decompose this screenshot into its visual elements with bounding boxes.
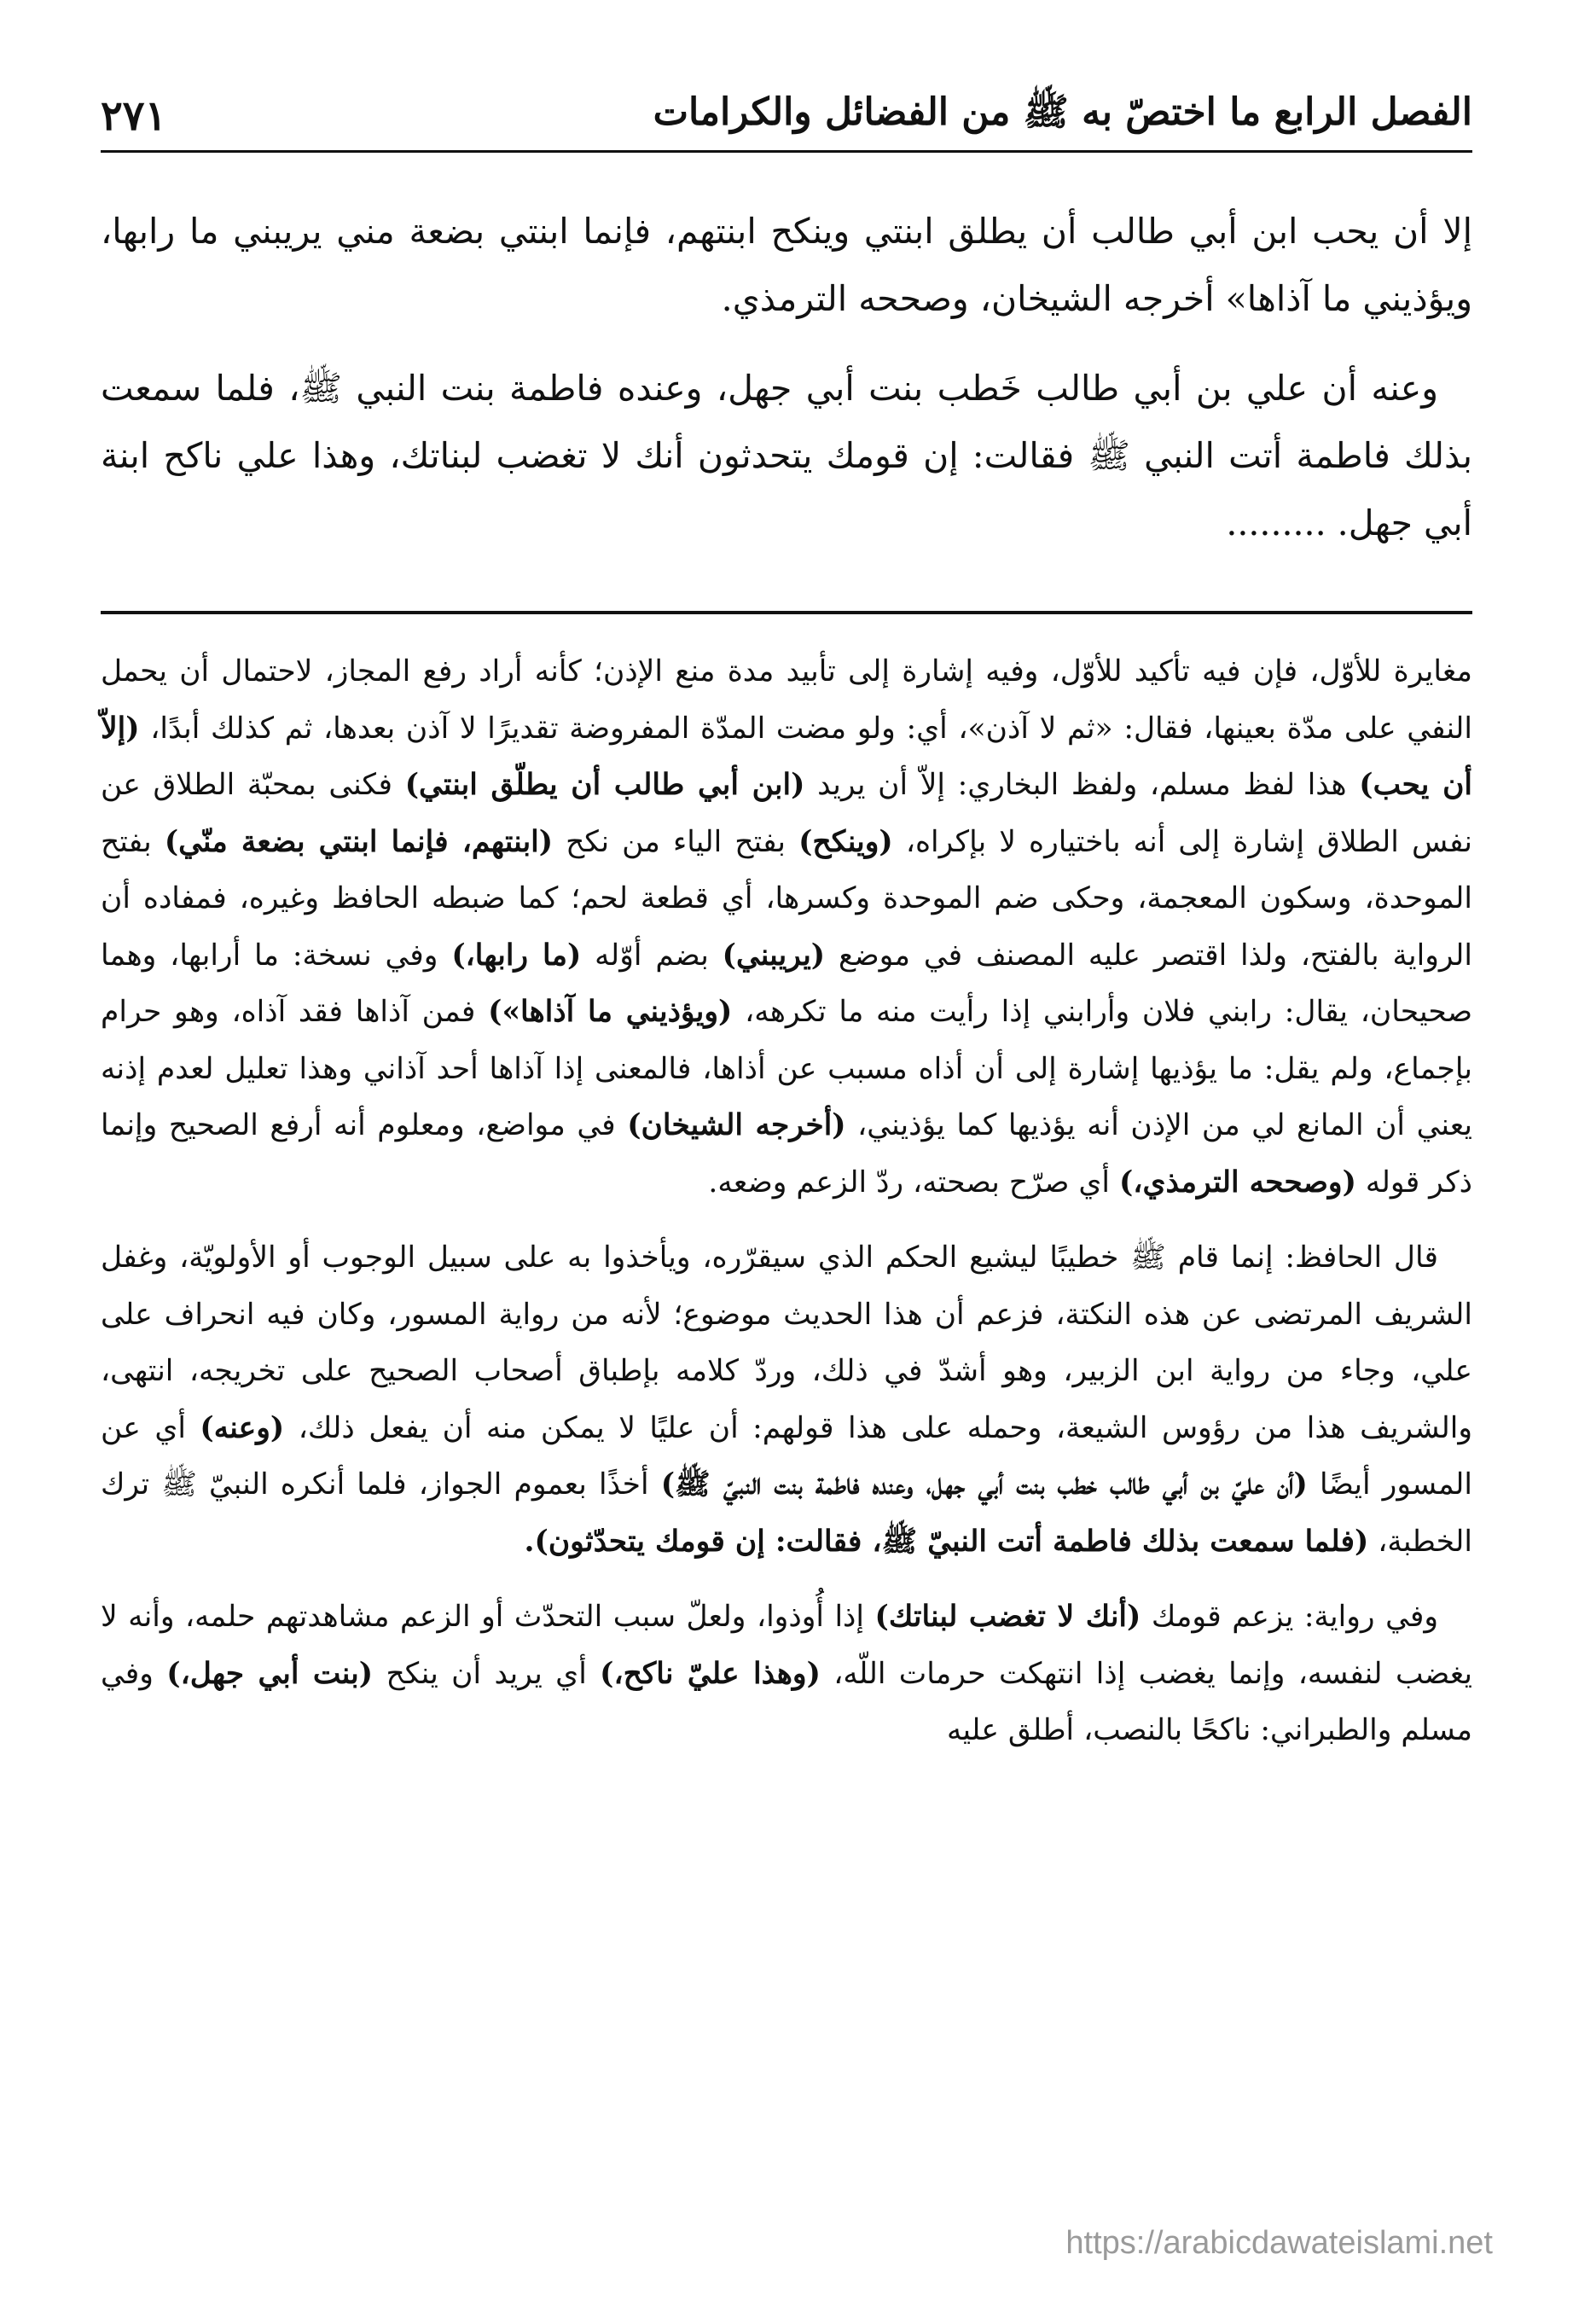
quoted-text: (ويؤذيني ما آذاها») bbox=[488, 995, 733, 1029]
commentary-span: فمن آذاها فقد آذاه، وهو حرام بإجماع، ولم يقل: ما يؤذيها إشارة إلى أن أذاه مسبب عن أذاها، فالمعنى إذا آذاها أحد آذاني وهذا تعليل لعدم إذنه يعني أن المانع لي من الإذن أنه يؤذيها كما يؤذيني، bbox=[101, 995, 1472, 1142]
commentary-span: فكنى بمحبّة الطلاق عن نفس الطلاق إشارة إلى أنه باختياره لا بإكراه، bbox=[101, 768, 1472, 859]
commentary-span: بفتح الياء من نكح bbox=[553, 824, 799, 859]
commentary-span: في مواضع، ومعلوم أنه أرفع الصحيح وإنما ذكر قوله bbox=[101, 1108, 1472, 1200]
commentary-span: قال الحافظ: إنما قام ﷺ خطيبًا ليشيع الحكم الذي سيقرّره، ويأخذوا به على سبيل الوجوب أو الأولويّة، وغفل الشريف المرتضى عن هذه النكتة، فزعم أن هذا الحديث موضوع؛ لأنه من رواية المسور، وكان فيه انحراف على علي، وجاء من رواية ابن الزبير، وهو أشدّ في ذلك، وردّ كلامه بإطباق أصحاب الصحيح على تخريجه، انتهى، والشريف هذا من رؤوس الشيعة، وحمله على هذا قولهم: أن عليًا لا يمكن منه أن يفعل ذلك، bbox=[101, 1240, 1472, 1445]
commentary-span: هذا لفظ مسلم، ولفظ البخاري: إلاّ أن يريد bbox=[804, 768, 1360, 802]
quoted-text: (إلاّ أن يحب) bbox=[101, 711, 1472, 802]
quoted-text: (فلما سمعت بذلك فاطمة أتت النبيّ ﷺ، فقالت: إن قومك يتحدّثون). bbox=[524, 1524, 1369, 1559]
commentary-paragraph bbox=[101, 1229, 1472, 1570]
quoted-text: (ابنتهم، فإنما ابنتي بضعة منّي) bbox=[164, 824, 554, 859]
footnote-separator bbox=[101, 611, 1472, 614]
page-number: ٢٧١ bbox=[101, 92, 167, 140]
commentary-paragraph bbox=[101, 643, 1472, 1211]
commentary-span: وفي مسلم والطبراني: ناكحًا بالنصب، أطلق عليه bbox=[101, 1656, 1472, 1747]
commentary-text bbox=[101, 643, 1472, 1778]
quoted-text: (وصححه الترمذي،) bbox=[1118, 1165, 1356, 1200]
quoted-text: (وهذا عليّ ناكح،) bbox=[600, 1656, 821, 1691]
commentary-span: بضم أوّله bbox=[581, 938, 723, 973]
quoted-text: (بنت أبي جهل،) bbox=[166, 1656, 374, 1691]
quoted-text: (وينكح) bbox=[798, 824, 893, 859]
quoted-text: (أخرجه الشيخان) bbox=[627, 1108, 846, 1142]
commentary-span: إذا أُوذوا، ولعلّ سبب التحدّث أو الزعم مشاهدتهم حلمه، وأنه لا يغضب لنفسه، وإنما يغضب إذا انتهكت حرمات اللّه، bbox=[101, 1600, 1472, 1691]
commentary-span: أي عن المسور أيضًا bbox=[101, 1410, 1472, 1502]
quoted-text: (يريبني) bbox=[722, 938, 826, 973]
commentary-span: أي يريد أن ينكح bbox=[373, 1656, 601, 1691]
main-paragraph: وعنه أن علي بن أبي طالب خَطب بنت أبي جهل، وعنده فاطمة بنت النبي ﷺ، فلما سمعت بذلك فاطمة أتت النبي ﷺ فقالت: إن قومك يتحدثون أنك لا تغضب لبناتك، وهذا علي ناكح ابنة أبي جهل. ......... bbox=[101, 368, 1472, 543]
commentary-paragraph bbox=[101, 1589, 1472, 1759]
commentary-span: وفي نسخة: ما أرابها، وهما صحيحان، يقال: رابني فلان وأرابني إذا رأيت منه ما تكرهه، bbox=[101, 938, 1472, 1029]
quoted-text: (ما رابها،) bbox=[451, 938, 582, 973]
main-text bbox=[101, 198, 1472, 579]
commentary-span: أخذًا بعموم الجواز، فلما أنكره النبيّ ﷺ ترك الخطبة، bbox=[101, 1467, 1472, 1559]
main-paragraph: إلا أن يحب ابن أبي طالب أن يطلق ابنتي وينكح ابنتهم، فإنما ابنتي بضعة مني يريبني ما رابها، ويؤذيني ما آذاها» أخرجه الشيخان، وصححه الترمذي. bbox=[101, 211, 1472, 319]
quoted-text: (ابن أبي طالب أن يطلّق ابنتي) bbox=[404, 768, 805, 802]
commentary-span: مغايرة للأوّل، فإن فيه تأكيد للأوّل، وفيه إشارة إلى تأبيد مدة منع الإذن؛ كأنه أراد رفع المجاز، لاحتمال أن يحمل النفي على مدّة بعينها، فقال: «ثم لا آذن»، أي: ولو مضت المدّة المفروضة تقديرًا لا آذن بعدها، ثم كذلك أبدًا، bbox=[101, 654, 1472, 746]
commentary-span: أي صرّح بصحته، ردّ الزعم وضعه. bbox=[708, 1165, 1119, 1200]
page-header bbox=[101, 82, 1472, 153]
quoted-text: (أنك لا تغضب لبناتك) bbox=[874, 1600, 1141, 1634]
quoted-text: (أن عليّ بن أبي طالب خطب بنت أبي جهل، وعنده فاطمة بنت النبيّ ﷺ) bbox=[660, 1467, 1308, 1502]
watermark-url: https://arabicdawateislami.net bbox=[1065, 2225, 1493, 2261]
commentary-span: وفي رواية: يزعم قومك bbox=[1141, 1600, 1438, 1634]
commentary-span: بفتح الموحدة، وسكون المعجمة، وحكى ضم الموحدة وكسرها، أي قطعة لحم؛ كما ضبطه الحافظ وغيره، فمفاده أن الرواية بالفتح، ولذا اقتصر عليه المصنف في موضع bbox=[101, 824, 1473, 973]
quoted-text: (وعنه) bbox=[200, 1410, 285, 1445]
chapter-title: الفصل الرابع ما اختصّ به ﷺ من الفضائل والكرامات bbox=[653, 90, 1472, 134]
